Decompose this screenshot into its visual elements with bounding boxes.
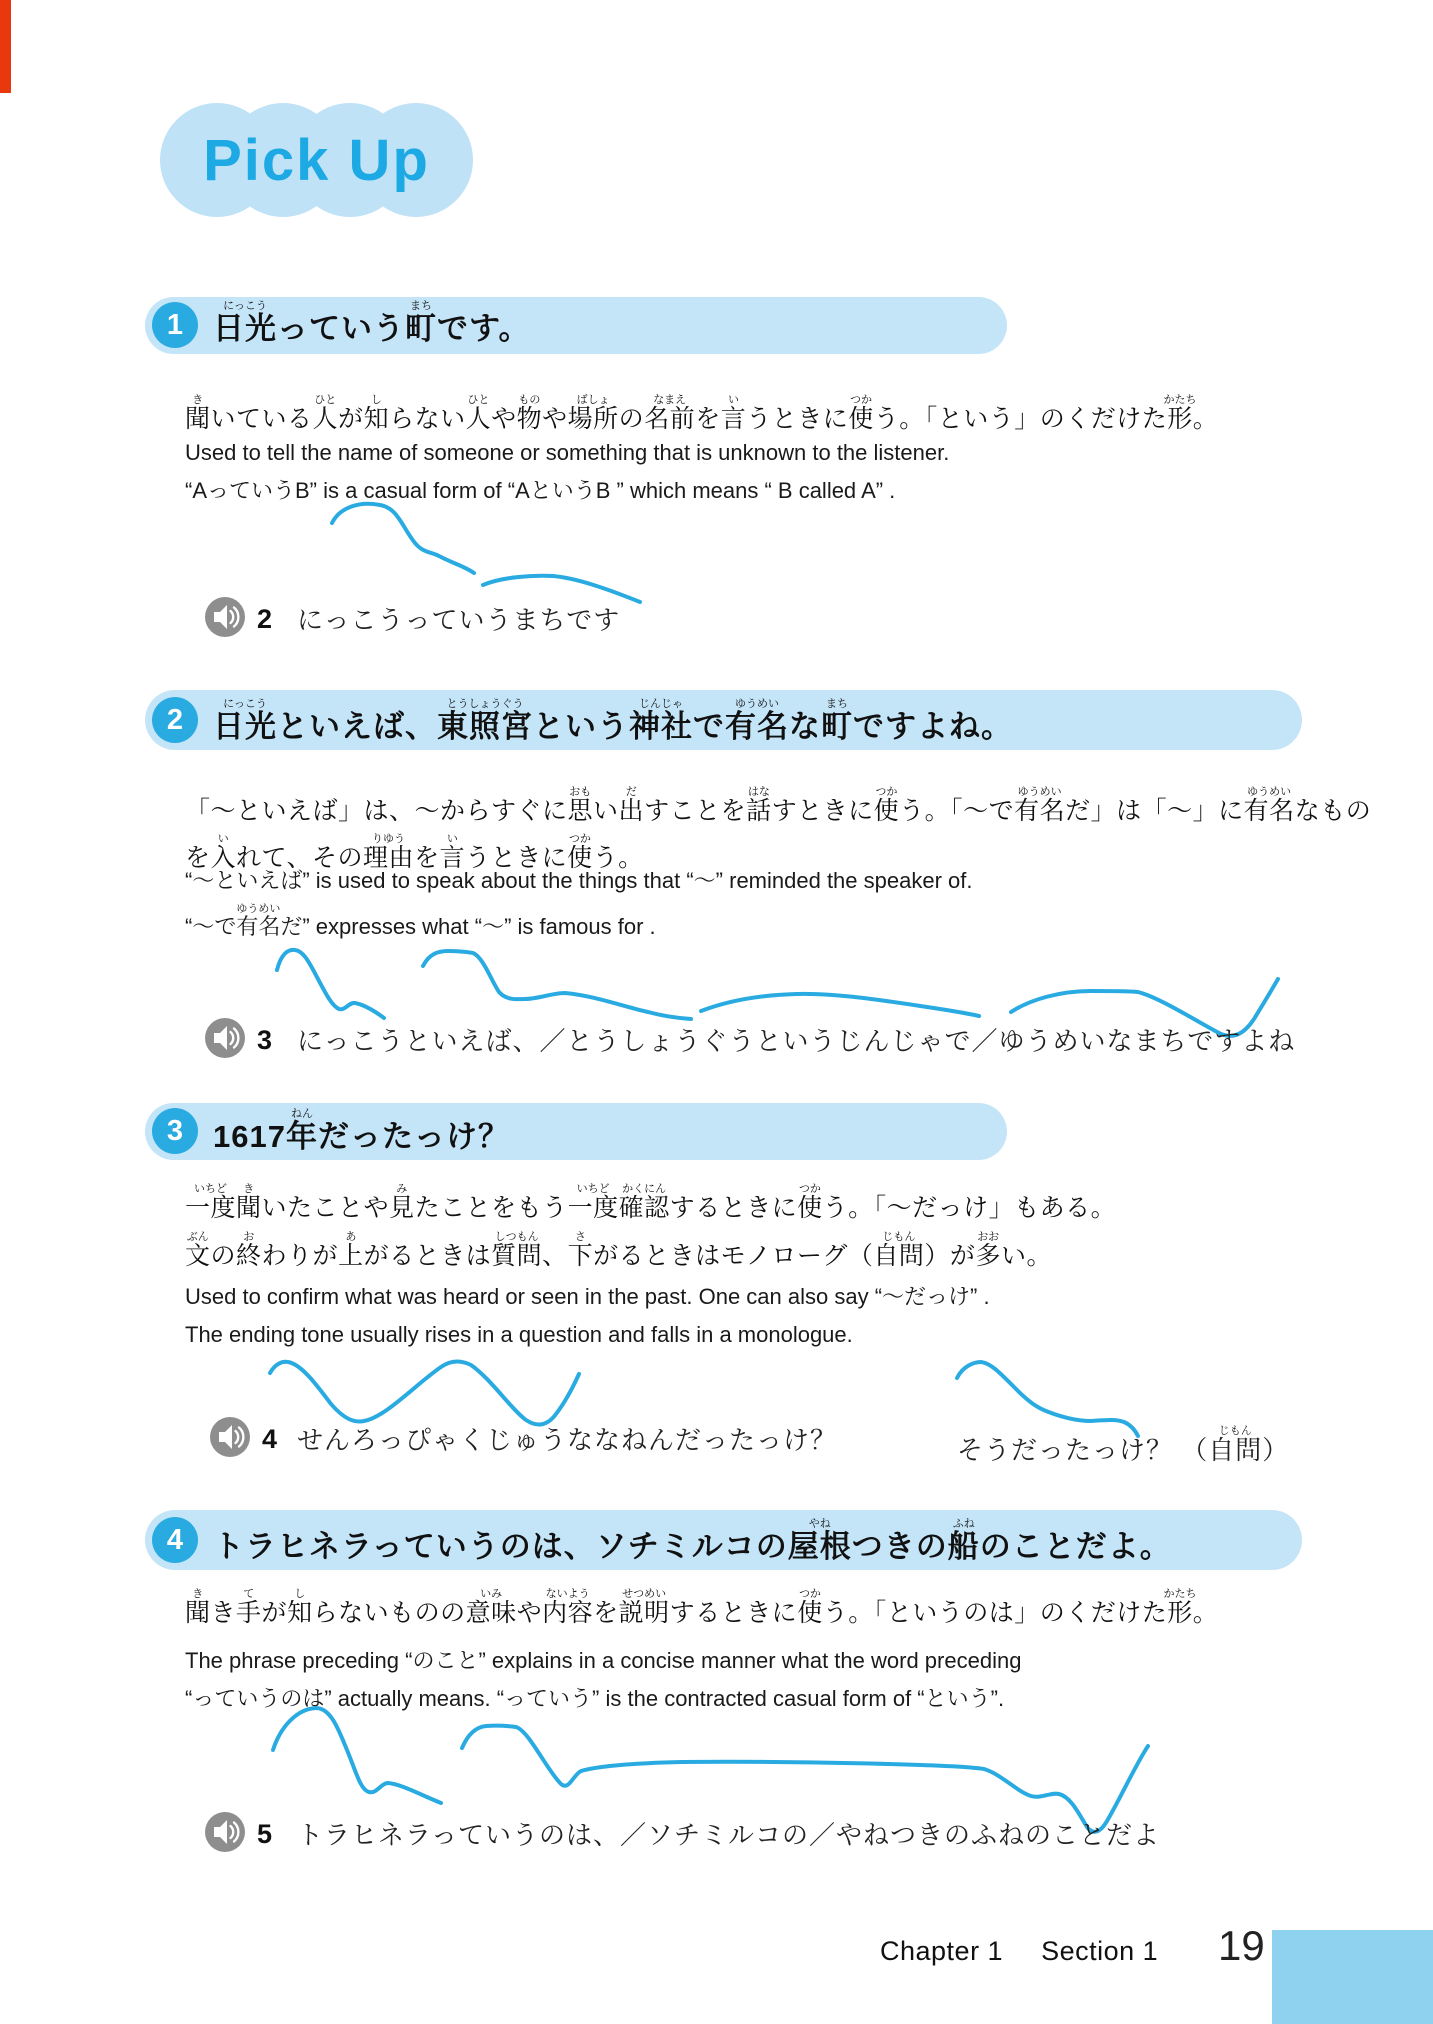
audio-track-number: 2	[257, 604, 273, 634]
section-title: 1617年ねんだったっけ？	[213, 1108, 510, 1154]
pickup-logo	[160, 103, 473, 217]
explanation-jp: を入いれて、その理由りゆうを言いうときに使つかう。	[185, 833, 644, 872]
section-number-badge: 1	[152, 302, 198, 348]
pickup-logo-text: Pick Up	[203, 127, 430, 193]
explanation-en: The phrase preceding “のこと” explains in a concise manner what the word preceding	[185, 1648, 1022, 1673]
explanation-jp: 聞きいている人ひとが知しらない人ひとや物ものや場所ばしょの名前なまえを言いうときに使つかう。「という」のくだけた形かたち。	[185, 394, 1219, 433]
explanation-en: “〜で有名ゆうめいだ” expresses what “〜” is famous for .	[185, 903, 656, 939]
footer	[880, 1936, 1158, 1967]
section-number-badge: 3	[152, 1108, 198, 1154]
footer-section-label: Section 1	[1041, 1936, 1159, 1966]
explanation-jp: 文ぶんの終おわりが上あがるときは質問しつもん、下さがるときはモノローグ（自問じもん）が多おおい。	[185, 1231, 1052, 1270]
audio-row	[0, 1812, 1433, 1860]
audio-track-number: 5	[257, 1819, 273, 1849]
explanation-jp: 聞きき手てが知しらないものの意味いみや内容ないようを説明せつめいするときに使つかう。「というのは」のくだけた形かたち。	[185, 1588, 1219, 1627]
chapter-corner-tab	[1272, 1930, 1433, 2024]
explanation-en: “AっていうB” is a casual form of “AというB ” which means “ B called A” .	[185, 478, 896, 503]
audio-sentence: トラヒネラっていうのは、／ソチミルコの／やねつきのふねのことだよ	[297, 1820, 1160, 1850]
audio-track-number: 4	[262, 1424, 278, 1454]
red-corner-strip	[0, 0, 11, 93]
page-number: 19	[1218, 1922, 1265, 1969]
explanation-jp: 一度いちど聞きいたことや見みたことをもう一度いちど確認かくにんするときに使つかう。「〜だっけ」もある。	[185, 1183, 1117, 1222]
intonation-curve	[320, 495, 650, 610]
audio-row	[0, 1018, 1433, 1066]
speaker-icon[interactable]	[205, 597, 245, 637]
explanation-en: “〜といえば” is used to speak about the things that “〜” reminded the speaker of.	[185, 868, 973, 893]
explanation-en: “っていうのは” actually means. “っていう” is the contracted casual form of “という”.	[185, 1686, 1005, 1711]
audio-row	[0, 1415, 1433, 1463]
audio-sentence: せんろっぴゃくじゅうななねんだったっけ？	[297, 1425, 838, 1455]
section-number-badge: 4	[152, 1517, 198, 1563]
section-title: トラヒネラっていうのは、ソチミルコの屋根やねつきの船ふねのことだよ。	[213, 1518, 1172, 1564]
footer-chapter-label: Chapter 1	[880, 1936, 1004, 1966]
explanation-en: The ending tone usually rises in a question and falls in a monologue.	[185, 1322, 853, 1347]
section-title: 日光にっこうといえば、東照宮とうしょうぐうという神社じんじゃで有名ゆうめいな町まちですよね。	[213, 698, 1013, 744]
explanation-en: Used to confirm what was heard or seen in the past. One can also say “〜だっけ” .	[185, 1284, 990, 1309]
audio-sentence: にっこうっていうまちです	[297, 605, 621, 635]
audio-row	[0, 597, 1433, 645]
section-title: 日光にっこうっていう町まちです。	[213, 300, 531, 346]
speaker-icon[interactable]	[205, 1018, 245, 1058]
section-number-badge: 2	[152, 697, 198, 743]
audio-track-number: 3	[257, 1025, 273, 1055]
speaker-icon[interactable]	[205, 1812, 245, 1852]
explanation-jp: 「〜といえば」は、〜からすぐに思おもい出だすことを話はなすときに使つかう。「〜で有名ゆうめいだ」は「〜」に有名ゆうめいなもの	[185, 786, 1372, 825]
speaker-icon[interactable]	[210, 1417, 250, 1457]
audio-sentence-monologue: そうだったっけ？ （自問じもん）	[957, 1425, 1290, 1465]
explanation-en: Used to tell the name of someone or something that is unknown to the listener.	[185, 440, 950, 465]
audio-sentence: にっこうといえば、／とうしょうぐうというじんじゃで／ゆうめいなまちですよね	[297, 1026, 1296, 1056]
